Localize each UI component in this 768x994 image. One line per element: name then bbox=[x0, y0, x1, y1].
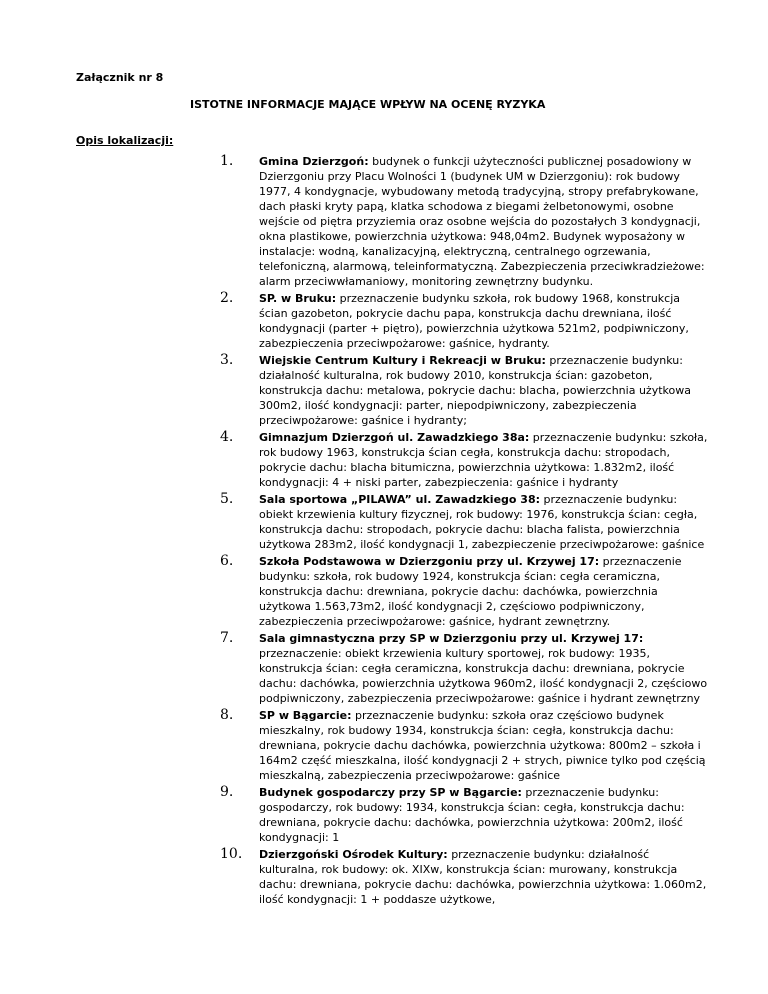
list-item bbox=[220, 353, 710, 428]
item-text: przeznaczenie budynku: działalność kulturalna, rok budowy 2010, konstrukcja ścian: gazobeton, konstrukcja dachu: metalowa, pokrycie dachu: blacha, powierzchnia użytkowa 300m2, ilość kondygnacji: parter, niepodpiwniczony, zabezpieczenia przeciwpożarowe: gaśnice i hydranty; bbox=[259, 354, 691, 427]
item-lead: Szkoła Podstawowa w Dzierzgoniu przy ul. Krzywej 17: bbox=[259, 555, 600, 568]
item-lead: Wiejskie Centrum Kultury i Rekreacji w Bruku: bbox=[259, 354, 546, 367]
item-lead: SP w Bągarcie: bbox=[259, 709, 352, 722]
item-number: 9. bbox=[220, 784, 234, 800]
location-list bbox=[220, 154, 710, 909]
list-item bbox=[220, 430, 710, 490]
item-lead: Budynek gospodarczy przy SP w Bągarcie: bbox=[259, 786, 522, 799]
item-text: przeznaczenie budynku: szkoła oraz częściowo budynek mieszkalny, rok budowy 1934, konstrukcja ścian: cegła, konstrukcja dachu: drewniana, pokrycie dachu dachówka, powierzchnia użytkowa: 800m2 – szkoła i 164m2 część mieszkalna, ilość kondygnacji 2 + strych, piwnice tylko pod częścią mieszkalną, zabezpieczenia przeciwpożarowe: gaśnice bbox=[259, 709, 706, 782]
item-number: 4. bbox=[220, 429, 234, 445]
item-number: 7. bbox=[220, 630, 234, 646]
list-item bbox=[220, 554, 710, 629]
item-number: 5. bbox=[220, 491, 234, 507]
list-item bbox=[220, 631, 710, 706]
item-number: 2. bbox=[220, 290, 234, 306]
item-number: 10. bbox=[220, 846, 243, 862]
item-text: przeznaczenie budynku: obiekt krzewienia kultury fizycznej, rok budowy: 1976, konstrukcja ścian: cegła, konstrukcja dachu: stropodach, pokrycie dachu: blacha falista, powierzchnia użytkowa 283m2, ilość kondygnacji 1, zabezpieczenie przeciwpożarowe: gaśnice bbox=[259, 493, 705, 551]
list-item bbox=[220, 847, 710, 907]
item-lead: Sala sportowa „PILAWA” ul. Zawadzkiego 38: bbox=[259, 493, 540, 506]
item-text: budynek o funkcji użyteczności publicznej posadowiony w Dzierzgoniu przy Placu Wolności 1 (budynek UM w Dzierzgoniu): rok budowy 1977, 4 kondygnacje, wybudowany metodą tradycyjną, stropy prefabrykowane, dach płaski kryty papą, klatka schodowa z biegami żelbetonowymi, osobne wejście od piętra przyziemia oraz osobne wejścia do pozostałych 3 kondygnacji, okna plastikowe, powierzchnia użytkowa: 948,04m2. Budynek wyposażony w instalacje: wodną, kanalizacyjną, elektryczną, centralnego ogrzewania, telefoniczną, alarmową, teleinformatyczną. Zabezpieczenia przeciwkradzieżowe: alarm przeciwwłamaniowy, monitoring zewnętrzny budynku. bbox=[259, 155, 705, 288]
item-lead: SP. w Bruku: bbox=[259, 292, 337, 305]
item-number: 3. bbox=[220, 352, 234, 368]
item-lead: Gimnazjum Dzierzgoń ul. Zawadzkiego 38a: bbox=[259, 431, 530, 444]
document-title: ISTOTNE INFORMACJE MAJĄCE WPŁYW NA OCENĘ RYZYKA bbox=[190, 98, 546, 111]
item-text: przeznaczenie budynku: szkoła, rok budowy 1963, konstrukcja ścian cegła, konstrukcja dachu: stropodach, pokrycie dachu: blacha bitumiczna, powierzchnia użytkowa: 1.832m2, ilość kondygnacji: 4 + niski parter, zabezpieczenia: gaśnice i hydranty bbox=[259, 431, 708, 489]
item-text: przeznaczenie budynku: działalność kulturalna, rok budowy: ok. XIXw, konstrukcja ścian: murowany, konstrukcja dachu: drewniana, pokrycie dachu: dachówka, powierzchnia użytkowa: 1.060m2, ilość kondygnacji: 1 + poddasze użytkowe, bbox=[259, 848, 707, 906]
item-text: przeznaczenie budynku szkoła, rok budowy 1968, konstrukcja ścian gazobeton, pokrycie dachu papa, konstrukcja dachu drewniana, ilość kondygnacji (parter + piętro), powierzchnia użytkowa 521m2, podpiwniczony, zabezpieczenia przeciwpożarowe: gaśnice, hydranty. bbox=[259, 292, 689, 350]
item-number: 8. bbox=[220, 707, 234, 723]
list-item bbox=[220, 492, 710, 552]
list-item bbox=[220, 785, 710, 845]
section-heading: Opis lokalizacji: bbox=[76, 134, 174, 147]
item-text: przeznaczenie: obiekt krzewienia kultury sportowej, rok budowy: 1935, konstrukcja ścian: cegła ceramiczna, konstrukcja dachu: drewniana, pokrycie dachu: dachówka, powierzchnia użytkowa 960m2, ilość kondygnacji 2, częściowo podpiwniczony, zabezpieczenia przeciwpożarowe: gaśnice i hydrant zewnętrzny bbox=[259, 647, 708, 705]
item-text: przeznaczenie budynku: gospodarczy, rok budowy: 1934, konstrukcja ścian: cegła, konstrukcja dachu: drewniana, pokrycie dachu: dachówka, powierzchnia użytkowa: 200m2, ilość kondygnacji: 1 bbox=[259, 786, 685, 844]
annex-label: Załącznik nr 8 bbox=[76, 71, 164, 84]
item-number: 1. bbox=[220, 153, 234, 169]
item-lead: Dzierzgoński Ośrodek Kultury: bbox=[259, 848, 448, 861]
item-lead: Gmina Dzierzgoń: bbox=[259, 155, 369, 168]
list-item bbox=[220, 154, 710, 289]
item-lead: Sala gimnastyczna przy SP w Dzierzgoniu przy ul. Krzywej 17: bbox=[259, 632, 644, 645]
item-text: przeznaczenie budynku: szkoła, rok budowy 1924, konstrukcja ścian: cegła ceramiczna, konstrukcja dachu: drewniana, pokrycie dachu: dachówka, powierzchnia użytkowa 1.563,73m2, ilość kondygnacji 2, częściowo podpiwniczony, zabezpieczenia przeciwpożarowe: gaśnice, hydrant zewnętrzny. bbox=[259, 555, 682, 628]
item-number: 6. bbox=[220, 553, 234, 569]
list-item bbox=[220, 708, 710, 783]
list-item bbox=[220, 291, 710, 351]
